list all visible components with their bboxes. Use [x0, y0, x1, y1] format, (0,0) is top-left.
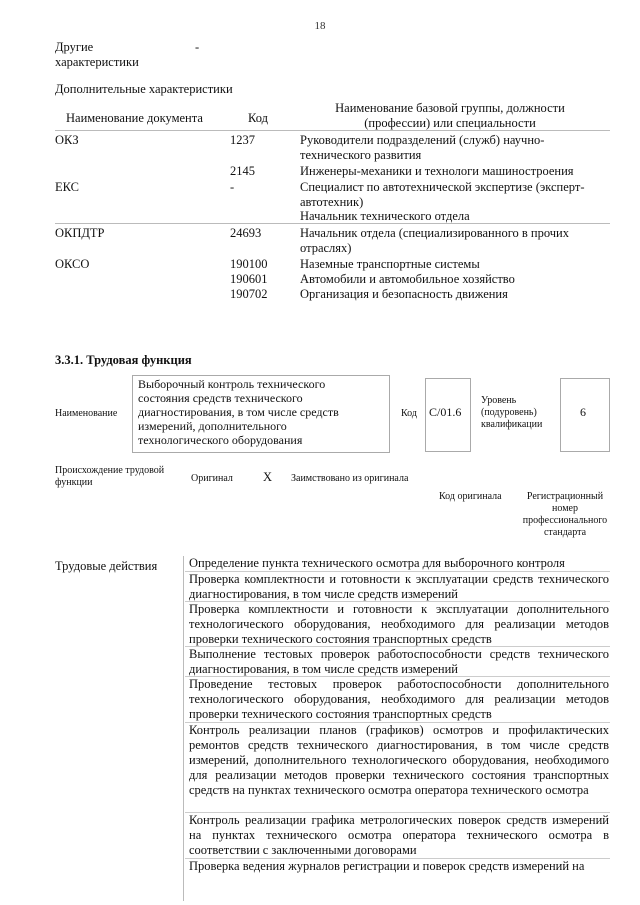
row-code: 24693 [230, 226, 262, 240]
row-name: Руководители подразделений (служб) научно- технического развития [300, 133, 545, 162]
header-document: Наименование документа [66, 111, 203, 125]
row-code: 190601 [230, 272, 268, 286]
page-number: 18 [314, 20, 326, 32]
row-doc: ОКСО [55, 257, 90, 271]
qualification-level-value: 6 [580, 405, 586, 419]
header-code: Код [248, 111, 268, 125]
origin-borrowed: Заимствовано из оригинала [291, 473, 409, 484]
name-label: Наименование [55, 408, 118, 419]
row-name: Инженеры-механики и технологи машиностроения [300, 164, 574, 178]
labor-action-item: Выполнение тестовых проверок работоспособности средств технического диагностирования, в том числе средств измерений [189, 647, 609, 676]
row-code: 2145 [230, 164, 255, 178]
labor-action-item: Определение пункта технического осмотра для выборочного контроля [189, 556, 565, 570]
labor-action-item: Контроль реализации графика метрологических поверок средств измерений на пунктах технического осмотра оператора технического осмотра в соответствии с заключенными договорами [189, 813, 609, 857]
labor-action-item: Проверка комплектности и готовности к эксплуатации дополнительного технологического оборудования, необходимого для реализации методов проверки технического состояния транспортных средств [189, 602, 609, 646]
table-divider [55, 223, 610, 224]
origin-registration-number: Регистрационный номер профессионального стандарта [522, 491, 608, 538]
row-doc: ОКПДТР [55, 226, 105, 240]
qualification-level-label: Уровень (подуровень) квалификации [481, 395, 543, 430]
row-name: Специалист по автотехнической экспертизе (эксперт- автотехник) [300, 180, 585, 209]
table-divider [183, 556, 184, 901]
origin-code-original: Код оригинала [439, 491, 502, 502]
labor-actions-label: Трудовые действия [55, 559, 158, 573]
function-name: Выборочный контроль технического состояния средств технического диагностирования, в том числе средств измерений, дополнительного технологического оборудования [138, 377, 339, 447]
row-name: Организация и безопасность движения [300, 287, 508, 301]
row-code: 190702 [230, 287, 268, 301]
other-characteristics-value: - [195, 40, 200, 54]
origin-original: Оригинал [191, 473, 233, 484]
labor-action-item: Проверка ведения журналов регистрации и поверок средств измерений на [189, 859, 585, 873]
other-characteristics-label: Другие характеристики [55, 40, 139, 69]
origin-mark: X [263, 470, 273, 484]
row-name: Автомобили и автомобильное хозяйство [300, 272, 515, 286]
row-name: Начальник отдела (специализированного в прочих отраслях) [300, 226, 570, 255]
origin-label: Происхождение трудовой функции [55, 465, 165, 488]
row-code: - [230, 180, 235, 194]
row-doc: ОКЗ [55, 133, 79, 147]
table-divider [55, 130, 610, 131]
row-code: 1237 [230, 133, 255, 147]
row-doc: ЕКС [55, 180, 79, 194]
code-label: Код [401, 408, 417, 419]
row-name: Начальник технического отдела [300, 209, 470, 223]
additional-characteristics-title: Дополнительные характеристики [55, 82, 233, 96]
header-group: Наименование базовой группы, должности (профессии) или специальности [335, 101, 565, 130]
labor-action-item: Контроль реализации планов (графиков) осмотров и профилактических ремонтов средств технического диагностирования, в том числе средств измерений, дополнительного технологического оборудования, необходимого для реализации методов проверки технического состояния транспортных средств на пунктах технического осмотра оператора технического осмотра [189, 723, 609, 797]
row-name: Наземные транспортные системы [300, 257, 480, 271]
labor-action-item: Проведение тестовых проверок работоспособности дополнительного технологического оборудования, необходимого для реализации методов проверки технического состояния транспортных средств [189, 677, 609, 721]
code-value: С/01.6 [429, 405, 462, 419]
labor-action-item: Проверка комплектности и готовности к эксплуатации средств технического диагностирования, в том числе средств измерений [189, 572, 609, 601]
row-code: 190100 [230, 257, 268, 271]
section-heading: 3.3.1. Трудовая функция [55, 353, 192, 367]
